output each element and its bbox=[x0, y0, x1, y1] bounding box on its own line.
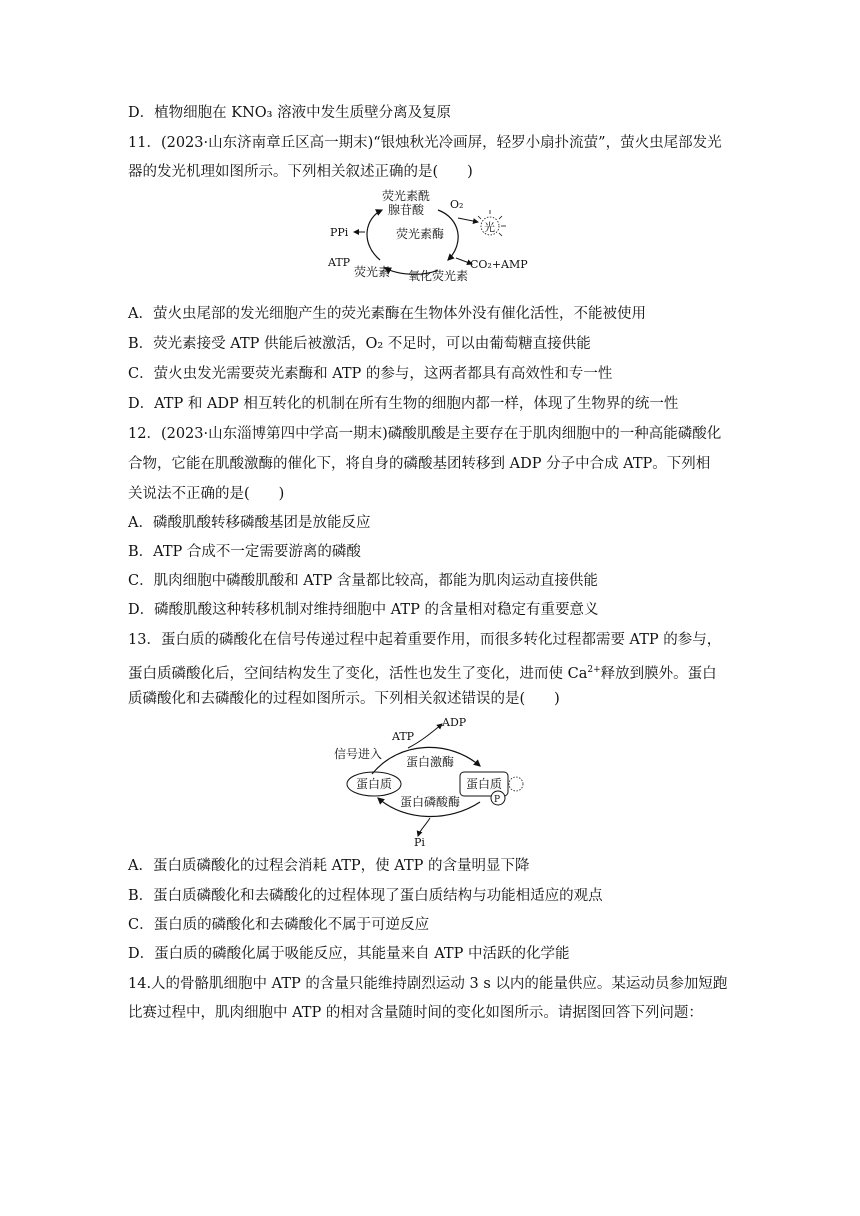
label-co2-amp: CO₂+AMP bbox=[470, 258, 528, 271]
q12-stem-line3: 关说法不正确的是( ) bbox=[128, 486, 285, 502]
q13-line2-part1: 蛋白质磷酸化后，空间结构发生了变化，活性也发生了变化，进而使 Ca bbox=[128, 665, 588, 682]
q13-stem-line1: 13．蛋白质的磷酸化在信号传递过程中起着重要作用，而很多转化过程都需要 ATP 的参与， bbox=[128, 632, 722, 648]
label-pi: Pi bbox=[414, 836, 425, 849]
label-protein-left: 蛋白质 bbox=[356, 777, 393, 791]
q11-stem-line1: 11．(2023·山东济南章丘区高一期末)“银烛秋光冷画屏，轻罗小扇扑流萤”，萤火虫尾部发光 bbox=[128, 135, 722, 151]
q14-stem-line2: 比赛过程中，肌肉细胞中 ATP 的相对含量随时间的变化如图所示。请据图回答下列问题： bbox=[128, 1005, 703, 1021]
q12-option-a: A．磷酸肌酸转移磷酸基团是放能反应 bbox=[128, 515, 371, 531]
q11-option-c: C．萤火虫发光需要荧光素酶和 ATP 的参与，这两者都具有高效性和专一性 bbox=[128, 366, 613, 382]
label-adp: ADP bbox=[442, 716, 467, 729]
q12-stem-line2: 合物，它能在肌酸激酶的催化下，将自身的磷酸基团转移到 ADP 分子中合成 ATP。下列相 bbox=[128, 456, 711, 472]
label-signal: 信号进入 bbox=[334, 747, 383, 761]
q11-option-d: D．ATP 和 ADP 相互转化的机制在所有生物的细胞内都一样，体现了生物界的统一性 bbox=[128, 396, 679, 412]
label-protein-right: 蛋白质 bbox=[466, 777, 503, 791]
q11-option-b: B．荧光素接受 ATP 供能后被激活，O₂ 不足时，可以由葡萄糖直接供能 bbox=[128, 336, 591, 352]
q12-option-b: B．ATP 合成不一定需要游离的磷酸 bbox=[128, 544, 361, 560]
q13-option-d: D．蛋白质的磷酸化属于吸能反应，其能量来自 ATP 中活跃的化学能 bbox=[128, 946, 570, 962]
label-o2: O₂ bbox=[450, 198, 464, 211]
label-luciferase: 荧光素酶 bbox=[396, 227, 445, 241]
label-phosphatase: 蛋白磷酸酶 bbox=[400, 795, 461, 809]
q12-stem-line1: 12．(2023·山东淄博第四中学高一期末)磷酸肌酸是主要存在于肌肉细胞中的一种高能磷酸化 bbox=[128, 426, 722, 442]
q13-line2-part2: 释放到膜外。蛋白 bbox=[600, 665, 717, 682]
label-p: P bbox=[494, 795, 501, 805]
q13-stem-line2 bbox=[128, 661, 717, 683]
q10-option-d: D．植物细胞在 KNO₃ 溶液中发生质壁分离及复原 bbox=[128, 105, 452, 121]
label-light: 光 bbox=[484, 221, 495, 234]
q12-option-c: C．肌肉细胞中磷酸肌酸和 ATP 含量都比较高，都能为肌肉运动直接供能 bbox=[128, 573, 598, 589]
q11-option-a: A．萤火虫尾部的发光细胞产生的荧光素酶在生物体外没有催化活性，不能被使用 bbox=[128, 306, 646, 322]
q11-stem-line2: 器的发光机理如图所示。下列相关叙述正确的是( ) bbox=[128, 164, 473, 180]
label-atp: ATP bbox=[392, 730, 415, 743]
label-oxyluciferin: 氧化荧光素 bbox=[408, 269, 469, 283]
label-atp: ATP bbox=[328, 256, 351, 269]
label-kinase: 蛋白激酶 bbox=[406, 755, 455, 769]
q13-option-b: B．蛋白质磷酸化和去磷酸化的过程体现了蛋白质结构与功能相适应的观点 bbox=[128, 888, 603, 904]
label-luciferin: 荧光素 bbox=[354, 265, 391, 279]
q12-option-d: D．磷酸肌酸这种转移机制对维持细胞中 ATP 的含量相对稳定有重要意义 bbox=[128, 602, 599, 618]
firefly-luminescence-diagram bbox=[320, 188, 550, 288]
q13-stem-line3: 质磷酸化和去磷酸化的过程如图所示。下列相关叙述错误的是( ) bbox=[128, 691, 560, 707]
label-adenylate: 腺苷酸 bbox=[388, 203, 425, 217]
q14-stem-line1: 14.人的骨骼肌细胞中 ATP 的含量只能维持剧烈运动 3 s 以内的能量供应。某运动员参加短跑 bbox=[128, 976, 728, 992]
calcium-charge: 2+ bbox=[587, 665, 601, 675]
protein-phosphorylation-diagram bbox=[330, 712, 530, 850]
q13-option-a: A．蛋白质磷酸化的过程会消耗 ATP，使 ATP 的含量明显下降 bbox=[128, 858, 530, 874]
q13-option-c: C．蛋白质的磷酸化和去磷酸化不属于可逆反应 bbox=[128, 917, 430, 933]
label-ppi: PPi bbox=[330, 226, 349, 239]
label-luciferyl: 荧光素酰 bbox=[382, 189, 431, 203]
